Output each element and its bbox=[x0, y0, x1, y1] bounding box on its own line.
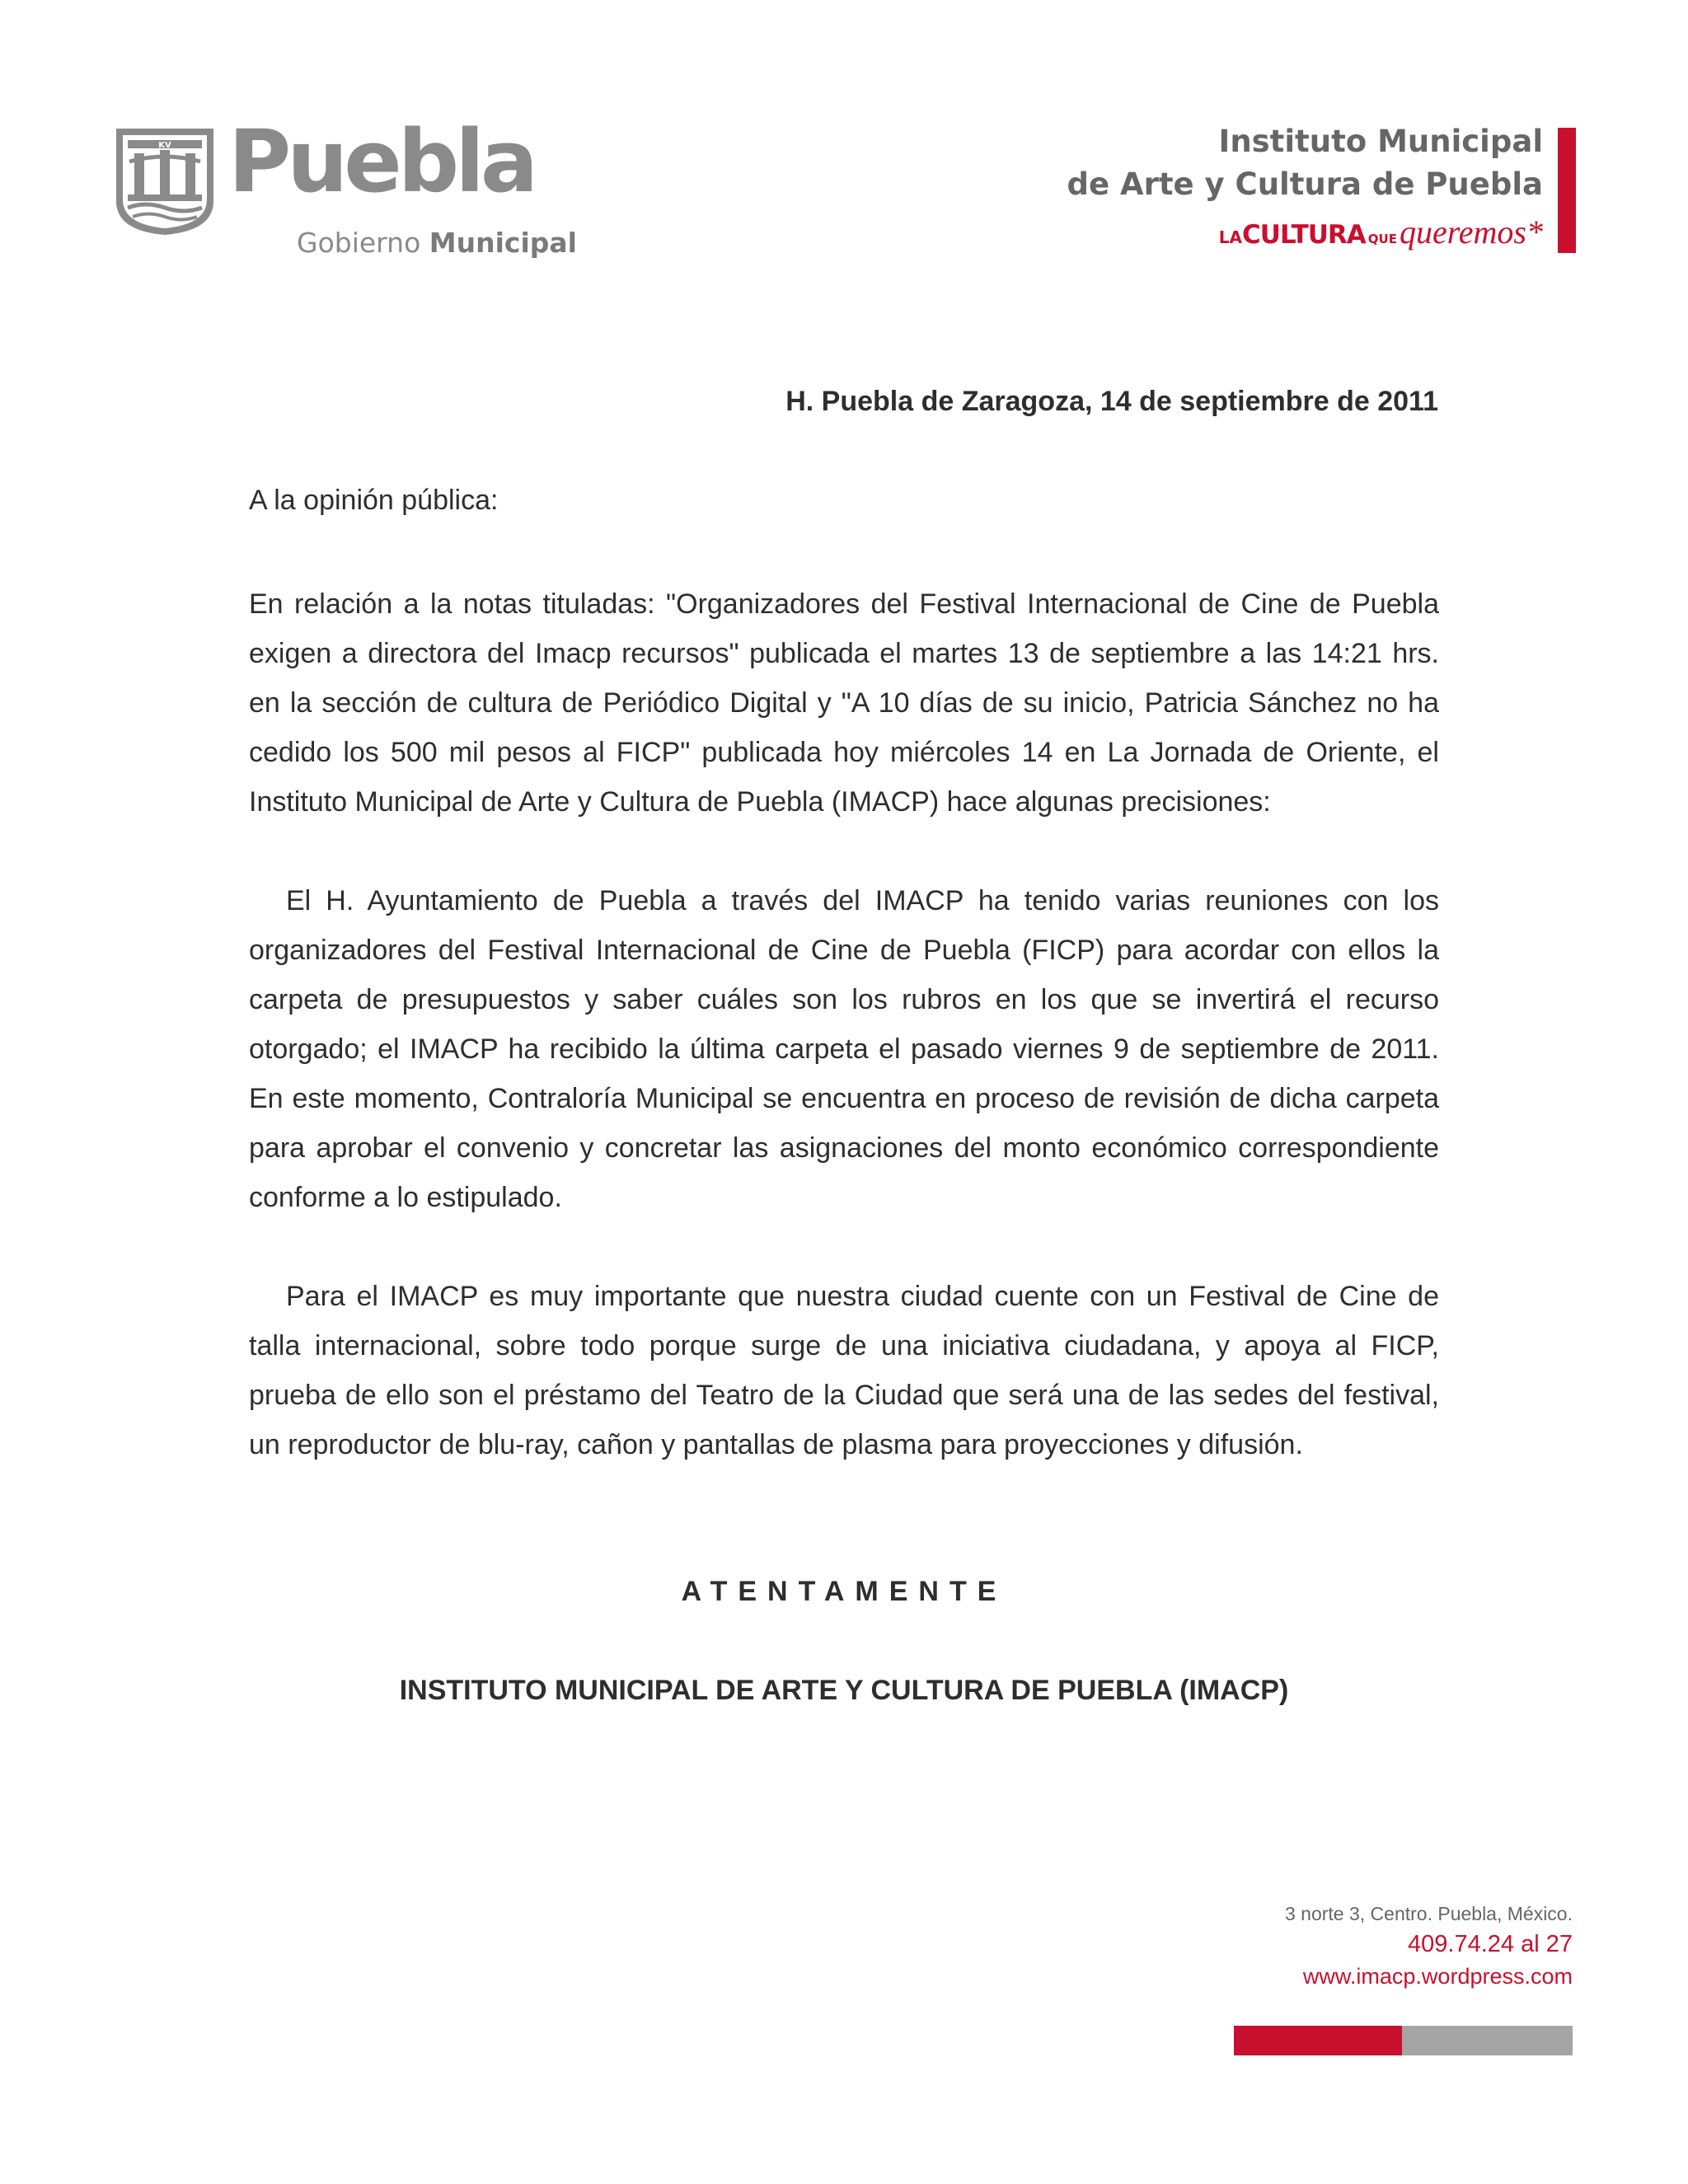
letter-signature: INSTITUTO MUNICIPAL DE ARTE Y CULTURA DE PUEBLA (IMACP) bbox=[399, 1675, 1289, 1706]
imacp-logo bbox=[1067, 124, 1576, 255]
tagline-que: QUE bbox=[1367, 232, 1397, 246]
logo-subtitle-bold: Municipal bbox=[429, 227, 577, 259]
footer-grey-bar bbox=[1402, 2026, 1573, 2055]
institute-name-line2: de Arte y Cultura de Puebla bbox=[1067, 166, 1543, 202]
logo-wordmark: Puebla bbox=[228, 111, 535, 212]
svg-text:KV: KV bbox=[158, 141, 171, 150]
paragraph-1: En relación a la notas tituladas: "Organizadores del Festival Internacional de Cine de Puebla exigen a directora del Imacp recursos" publicada el martes 13 de septiembre a las 14:21 hrs. en la sección de cultura de Periódico Digital y "A 10 días de su inicio, Patricia Sánchez no ha cedido los 500 mil pesos al FICP" publicada hoy miércoles 14 en La Jornada de Oriente, el Instituto Municipal de Arte y Cultura de Puebla (IMACP) hace algunas precisiones: bbox=[249, 588, 1439, 818]
tagline-queremos: queremos* bbox=[1399, 213, 1543, 251]
paragraph-3: Para el IMACP es muy importante que nuestra ciudad cuente con un Festival de Cine de talla internacional, sobre todo porque surge de una iniciativa ciudadana, y apoya al FICP, prueba de ello son el préstamo del Teatro de la Ciudad que será una de las sedes del festival, un reproductor de blu-ray, cañon y pantallas de plasma para proyecciones y difusión. bbox=[249, 1281, 1439, 1460]
tagline-la: LA bbox=[1218, 227, 1243, 247]
footer-website-link[interactable]: www.imacp.wordpress.com bbox=[1302, 1964, 1573, 1989]
puebla-government-logo bbox=[111, 111, 577, 264]
institute-tagline bbox=[1219, 213, 1543, 251]
puebla-crest-icon bbox=[111, 125, 218, 237]
logo-subtitle-regular: Gobierno bbox=[297, 227, 421, 259]
footer-address: 3 norte 3, Centro. Puebla, México. bbox=[1284, 1903, 1573, 1924]
paragraph-2: El H. Ayuntamiento de Puebla a través del IMACP ha tenido varias reuniones con los organizadores del Festival Internacional de Cine de Puebla (FICP) para acordar con ellos la carpeta de presupuestos y saber cuáles son los rubros en los que se invertirá el recurso otorgado; el IMACP ha recibido la última carpeta el pasado viernes 9 de septiembre de 2011. En este momento, Contraloría Municipal se encuentra en proceso de revisión de dicha carpeta para aprobar el convenio y concretar las asignaciones del monto económico correspondiente conforme a lo estipulado. bbox=[249, 885, 1439, 1213]
letter-closing: ATENTAMENTE bbox=[681, 1576, 1007, 1607]
letter-date: H. Puebla de Zaragoza, 14 de septiembre de 2011 bbox=[785, 386, 1438, 417]
letter-salutation: A la opinión pública: bbox=[249, 485, 499, 516]
institute-name-line1: Instituto Municipal bbox=[1218, 124, 1543, 159]
footer-red-bar bbox=[1234, 2026, 1402, 2055]
header-red-bar bbox=[1558, 128, 1576, 253]
footer-phone: 409.74.24 al 27 bbox=[1408, 1931, 1573, 1957]
footer-contact bbox=[1285, 1900, 1573, 1992]
logo-subtitle bbox=[297, 227, 577, 259]
tagline-cultura: CULTURA bbox=[1242, 220, 1366, 250]
